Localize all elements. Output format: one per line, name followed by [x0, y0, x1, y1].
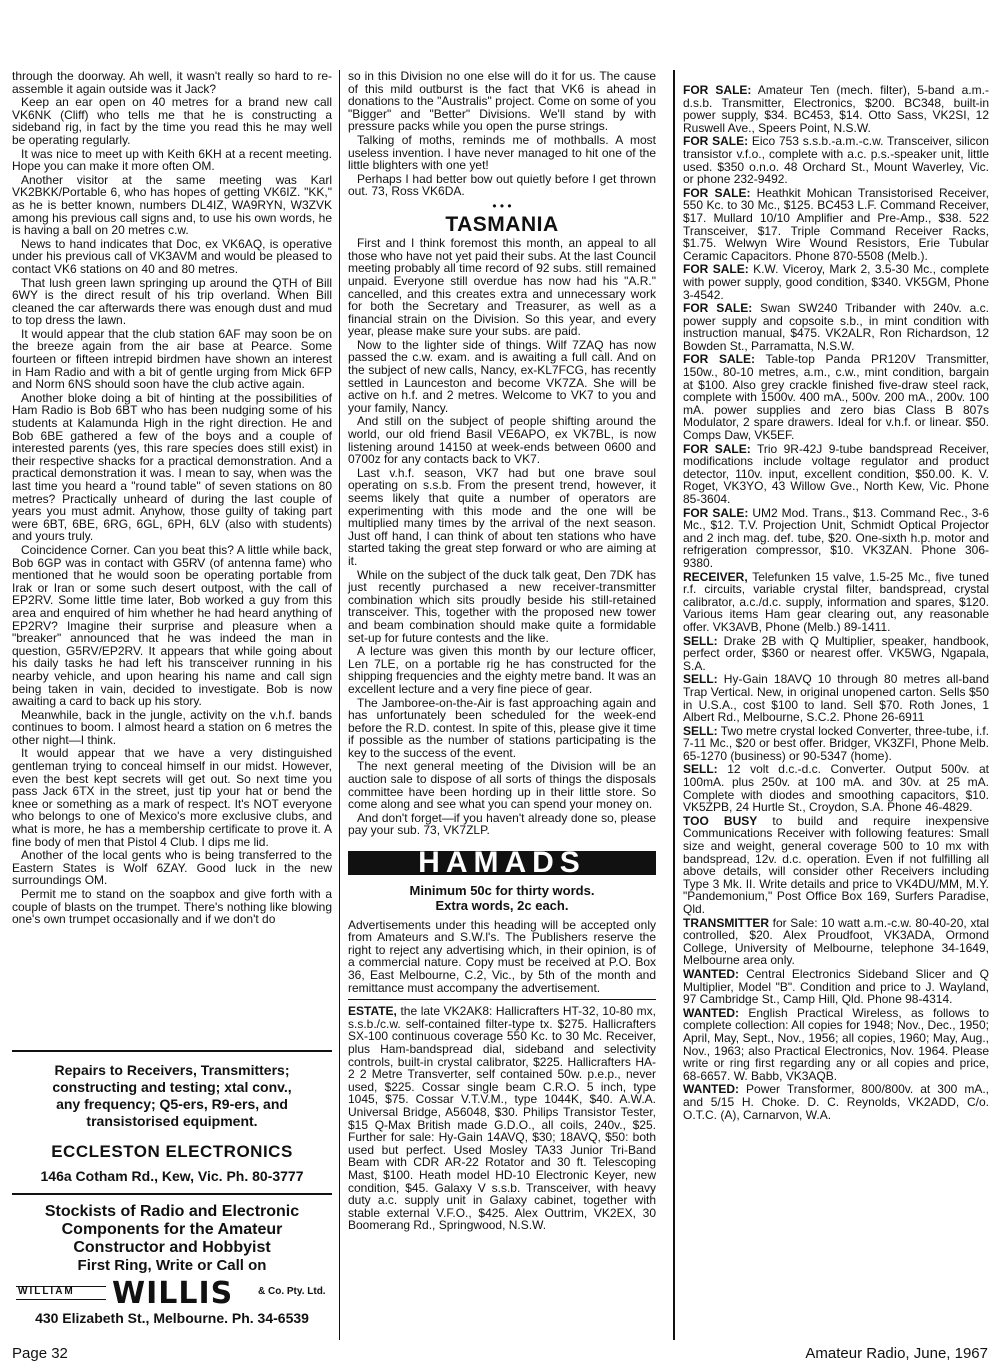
- stockists-line: Stockists of Radio and Electronic: [44, 1203, 300, 1220]
- paragraph: First and I think foremost this month, an appeal to all those who have not yet paid their subs. At the last Council meeting probably all time record of 92 subs. still remained unpaid. Everyone still overdue has now had his "A.R." cancelled, and this creates extra and unnecessary work for both the Secretary and Treasurer, as well as a financial strain on the Division. So this year, and every year, please make sure your subs. are paid.: [348, 236, 656, 339]
- paragraph: And still on the subject of people shifting around the world, our old friend Basil VE6APO, ex VK7BL, is now listening around 14150 at week-ends between 0600 and 0700z for any contacts back to VK7.: [348, 414, 656, 467]
- paragraph: Another bloke doing a bit of hinting at the possibilities of Ham Radio is Bob 6BT who has been nudging some of his students at Kalamunda High in the right direction. He and Bob 6BE gathered a few of the boys and a couple of interested parents (yes, this rare species does still exist) in their respective shacks for a practical demonstration. And a practical demonstration it was. I mean to say, when was the last time you heard a "round table" of seven stations on 80 metres? Practically unheard of during the last couple of years you must admit. Anyhow, those guilty of taking part were 6BT, 6BE, 6RG, 6GL, 6PH, 6LV (also with students) and yours truly.: [12, 390, 332, 544]
- column-3-classifieds: [683, 84, 989, 1122]
- hamads-banner: HAMADS: [348, 851, 656, 875]
- hamads-rate-line: Extra words, 2c each.: [435, 897, 569, 913]
- classified-ad: [683, 187, 989, 263]
- tasmania-heading: TASMANIA: [445, 212, 559, 236]
- ad-text: Two metre crystal locked Converter, three-tube, i.f. 7-11 Mc., $20 or best offer. Bridger, VK3ZFI, Phone Melb. 65-1270 (business) or 90-5347 (home).: [683, 723, 989, 763]
- ad-text: 12 volt d.c.-d.c. Converter. Output 500v. at 100mA. plus 250v. at 100 mA. and 30v. at 25 mA. Complete with diodes and smoothing capacitors, $10. VK5ZPB, 24 Hurtle St., Croydon, S.A. Phone 46-4829.: [683, 762, 989, 815]
- column-rule-left: [339, 70, 340, 1340]
- ad-text: Heathkit Mohican Transistorised Receiver, 550 Kc. to 30 Mc., $125. BC453 L.F. Command Receiver, $17. Mullard 10/10 Amplifier and Pre-Amp., $38. 522 Transceiver, $17. Triple Command Receiver Racks, $1.75. Welwyn Wire Wound Resistors, Erie Tubular Ceramic Capacitors. Phone 870-5508 (Melb.).: [683, 185, 989, 263]
- ad-keyword: FOR SALE:: [683, 301, 753, 316]
- paragraph: through the doorway. Ah well, it wasn't really so hard to re-assemble it again outside was it Jack?: [12, 69, 332, 96]
- eccleston-name: ECCLESTON ELECTRONICS: [51, 1142, 293, 1161]
- hamads-rates: [348, 883, 656, 913]
- paragraph: Meanwhile, back in the jungle, activity on the v.h.f. bands continues to boom. I almost heard a station on 6 metres the other night—I think.: [12, 707, 332, 747]
- ad-keyword: FOR SALE:: [683, 505, 749, 520]
- paragraph: Talking of moths, reminds me of mothballs. A most useless invention. I have never managed to hit one of the little blighters with one yet!: [348, 132, 656, 173]
- ad-text: Central Electronics Sideband Slicer and Q Multiplier, Model "B". Condition and price to J. Wayland, 97 Cambridge St., Camp Hill, Qld. Phone 98-4314.: [683, 966, 989, 1007]
- ad-text: K.W. Viceroy, Mark 2, 3.5-30 Mc., complete with power supply, good condition, $340. VK5GM, Phone 3-4542.: [683, 262, 990, 302]
- ad-keyword: SELL:: [683, 762, 718, 777]
- ad-keyword: SELL:: [683, 633, 718, 648]
- paragraph: And don't forget—if you haven't already done so, please pay your sub. 73, VK7ZLP.: [348, 810, 656, 838]
- paragraph: That lush green lawn springing up around the QTH of Bill 6WY is the direct result of his trip overland. When Bill cleaned the car afterwards there was enough dust and mud to top dress the lawn.: [12, 275, 332, 328]
- classified-ad: [683, 302, 989, 352]
- ad-keyword: ESTATE,: [348, 1004, 397, 1019]
- ad-keyword: FOR SALE:: [683, 134, 749, 149]
- classified-ad: [348, 1005, 656, 1232]
- ad-text: UM2 Mod. Trans., $13. Command Rec., 3-6 Mc., $12. T.V. Projection Unit, Schmidt Optical Projector and 2 inch mag. def. tube, $20. One-sixth h.p. motor and refrigeration compressor, $10. VK3ZAN. Phone 306-9380.: [683, 505, 989, 570]
- paragraph: The next general meeting of the Division will be an auction sale to dispose of all sorts of things the disposals committee have been hording up in their little store. So come along and see what you can spend your money on.: [348, 759, 656, 812]
- repairs-line: any frequency; Q5-ers, R9-ers, and: [56, 1096, 288, 1112]
- paragraph: Last v.h.f. season, VK7 had but one brave soul operating on s.s.b. From the present trend, however, it seems likely that quite a number of operators are experimenting with this mode and the one will be multiplied many times by the arrival of the next season. Just off hand, I can think of about ten stations who have started taking the great step forward or who are aiming at it.: [348, 465, 656, 568]
- ad-text: the late VK2AK8: Hallicrafters HT-32, 10-80 mx, s.s.b./c.w. self-contained filter-type tx. $275. Hallicrafters SX-100 continuous coverage 550 Kc. to 30 Mc. Receiver, plus Ham-bandspread dial, sideband and selectivity controls, built-in crystal calibrator, $225. Hallicrafters HA-2 2 Metre Transverter, self contained 50w. p.e.p., never used, $225. Cossar single beam C.R.O. 5 inch, type 1045, $75. Cossar V.T.V.M., type 1044K, $40. A.W.A. Universal Bridge, A56048, $30. Philips Transistor Tester, $15 Q-Max British made G.D.O., all coils, 240v., $25. Further for sale: Hy-Gain 14AVQ, $30; 18AVQ, $50: both used but perfect. Used Mosley TA33 Junior Tri-Band Beam with CDR AR-22 Rotator and 30 ft. Telescoping Mast, $100. Heath model HD-10 Electronic Keyer, new condition, $45. Galaxy V s.s.b. Transceiver, with heavy duty a.c. supply unit in Galaxy cabinet, together with stable external V.F.O., $425. Alex Outtrim, VK2EX, 30 Boomerang Rd., Springwood, N.S.W.: [348, 1004, 656, 1233]
- classified-ad: [683, 571, 989, 634]
- stockists-line: Constructor and Hobbyist: [73, 1239, 271, 1256]
- publication-issue: Amateur Radio, June, 1967: [805, 1345, 988, 1362]
- classified-ad: [683, 263, 989, 301]
- stockists-line: Components for the Amateur: [61, 1221, 283, 1238]
- ad-text: Power Transformer, 800/800v. at 300 mA., and 5/15 H. Choke. D. C. Reynolds, VK2ADD, C/o. O.T.C. (A), Carnarvon, W.A.: [683, 1082, 989, 1122]
- paragraph: Permit me to stand on the soapbox and give forth with a couple of blasts on the trumpet. There's nothing like blowing one's own trumpet occasionally and if we don't do: [12, 887, 332, 927]
- ad-keyword: WANTED:: [683, 1082, 739, 1097]
- ad-keyword: FOR SALE:: [683, 441, 751, 456]
- repairs-line: constructing and testing; xtal conv.,: [52, 1079, 292, 1095]
- classified-ad: [683, 815, 989, 916]
- ad-text: Hy-Gain 18AVQ 10 through 80 metres all-band Trap Vertical. New, in original unopened carton. Sells $50 in U.S.A., cost $100 to land. Sell $70. Roth Jones, 1 Albert Rd., Melbourne, S.C.2. Phone 26-6911: [683, 672, 989, 725]
- page-number: Page 32: [12, 1345, 68, 1362]
- classified-ad: [683, 507, 989, 570]
- willis-address: 430 Elizabeth St., Melbourne. Ph. 34-6539: [35, 1310, 309, 1326]
- paragraph: While on the subject of the duck talk geat, Den 7DK has just recently purchased a new receiver-transmitter combination which sits proudly beside his still-retained transceiver. This, together with the proposed new tower and beam combination should make quite a formidable set-up for future contests and the like.: [348, 567, 656, 645]
- paragraph: The Jamboree-on-the-Air is fast approaching again and has unfortunately been scheduled for the week-end before the R.D. contest. In spite of this, please give it time if possible as the number of stations participating is the key to the success of the event.: [348, 695, 656, 760]
- paragraph: It would appear that the club station 6AF may soon be on the breeze again from the air base at Pearce. Some fourteen or fifteen intrepid birdmen have shown an interest in Ham Radio and with a bit of gentle urging from Mick 6FP and Norm 6NS should soon have the club active again.: [12, 326, 332, 392]
- repairs-line: Repairs to Receivers, Transmitters;: [54, 1062, 290, 1078]
- ad-text: to build and require inexpensive Communications Receiver with following features: Small size and weight, general coverage 500 to 10 mx with bandspread, 12v. d.c. operation. Even if not fulfilling all above details, will consider other Receivers including Type 3 Mk. II. Write details and price to VK4DU/MM, M.Y. "Pandemonium," Post Office Box 169, Surfers Paradise, Qld.: [683, 813, 989, 916]
- paragraph: so in this Division no one else will do it for us. The cause of this mild outburst is the fact that VK6 is ahead in donations to the "Australis" project. Come on some of you "Bigger" and "Better" Divisions. We'll stand by with pressure packs while you open the purse strings.: [348, 69, 656, 134]
- hamads-rate-line: Minimum 50c for thirty words.: [409, 882, 595, 898]
- ad-keyword: TRANSMITTER: [683, 915, 769, 930]
- paragraph: Keep an ear open on 40 metres for a brand new call VK6NK (Cliff) who tells me that he is constructing a sideband rig, in fact by the time you read this he may well be operating regularly.: [12, 95, 332, 147]
- hamads-terms: Advertisements under this heading will be accepted only from Amateurs and S.W.l's. The Publishers reserve the right to reject any advertising which, in their opinion, is of a commercial nature. Copy must be received at P.O. Box 36, East Melbourne, C.2, Vic., by 5th of the month and remittance must accompany the advertisement.: [348, 917, 656, 995]
- paragraph: Now to the lighter side of things. Wilf 7ZAQ has now passed the c.w. exam. and is awaiting a full call. And on the subject of new calls, Nancy, ex-KL7FCG, has recently settled in Launceston and become VK7ZA. She will be active on h.f. and 2 metres. Welcome to VK7 to you and your family, Nancy.: [348, 337, 656, 415]
- willis-company-suffix: & Co. Pty. Ltd.: [258, 1286, 326, 1297]
- paragraph: News to hand indicates that Doc, ex VK6AQ, is operative under his previous call of VK3AVM and would be pleased to contact VK6 stations on 40 and 80 metres.: [12, 236, 332, 276]
- ad-keyword: SELL:: [683, 723, 718, 738]
- ad-text: Table-top Panda PR120V Transmitter, 150w., 80-10 metres, a.m., c.w., mint condition, bargain at $100. Also grey crackle finished five-draw steel rack, complete with 1500v. 400 mA., 500v. 200 mA., 200v. 100 mA. power supplies and zero bias Class B 807s Modulator, 2 spare drawers. Ideal for v.h.f. or linear. $50. Comps Daw, VK5EF.: [683, 352, 990, 443]
- ad-keyword: FOR SALE:: [683, 83, 752, 97]
- eccleston-address: 146a Cotham Rd., Kew, Vic. Ph. 80-3777: [40, 1168, 304, 1184]
- ad-text: English Practical Wireless, as follows to complete collection: All copies for 1948; Nov., Dec., 1950; April, May, Sept., Nov., 1956; all copies, 1960; May, Aug., Nov., 1963; also Practical Electronics, Nov. 1964. Please write or ring first regarding any or all copies and price, 68-6657. W. Babb, VK3AQB.: [683, 1005, 989, 1083]
- willis-stockists-advert: [12, 1203, 332, 1275]
- classified-ad: [683, 1083, 989, 1121]
- advert-divider: [12, 1050, 332, 1052]
- classified-ad: [683, 135, 989, 185]
- hamads-divider: [348, 999, 656, 1000]
- ad-keyword: WANTED:: [683, 966, 739, 981]
- ad-text: Amateur Ten (mech. filter), 5-band a.m.-d.s.b. Transmitter, Electronics, $200. BC348, built-in power supply, $34. BC453, $14. Otto Sass, VK2SI, 12 Ruswell Ave., Speers Point, N.S.W.: [683, 83, 989, 135]
- willis-logo: [12, 1276, 332, 1311]
- willis-william-text: WILLIAM: [18, 1286, 75, 1297]
- classified-ad: [683, 635, 989, 673]
- ad-keyword: FOR SALE:: [683, 262, 749, 277]
- stockists-line: First Ring, Write or Call on: [77, 1257, 267, 1274]
- ad-keyword: TOO BUSY: [683, 813, 758, 828]
- classified-ad: [683, 968, 989, 1006]
- column-1-notes: [12, 70, 332, 927]
- classified-ad: [683, 673, 989, 723]
- classified-ad: [683, 353, 989, 441]
- advert-divider: [12, 1193, 332, 1195]
- classified-ad: [683, 763, 989, 813]
- repairs-advert: [12, 1062, 332, 1130]
- ad-keyword: WANTED:: [683, 1005, 739, 1020]
- column-rule-right: [673, 70, 675, 1340]
- paragraph: It would appear that we have a very distinguished gentleman trying to conceal himself in our midst. However, even the best kept secrets will get out. So next time you pass Jack 6TX in the street, just tip your hat or bend the knee or something as a mark of respect. It's NOT everyone who belongs to one of Mexico's more exclusive clubs, and what is more, he has a membership certificate to prove it. A fine body of men that Pistol 4 Club. I dips me lid.: [12, 746, 332, 849]
- ad-keyword: FOR SALE:: [683, 352, 756, 367]
- paragraph: Coincidence Corner. Can you beat this? A little while back, Bob 6GP was in contact with G5RV (of antenna fame) who mentioned that he would soon be operating portable from Irak or Iran or some such desert outpost, with the call of EP2RV. Some little time later, Bob worked a guy from this area and enquired of him whether he had heard anything of EP2RV? Imagine their surprise and pleasure when a "breaker" announced that he was indeed the man in question, G5RV/EP2RV. It appears that while going about his daily tasks he had left his transceiver running in his nearby vehicle, and upon hearing his name and call sign being taken in vain, decided to investigate. Bob is now awaiting a card to back up his story.: [12, 542, 332, 709]
- classified-ad: [683, 443, 989, 506]
- repairs-line: transistorised equipment.: [86, 1113, 258, 1129]
- ad-text: Trio 9R-42J 9-tube bandspread Receiver, modifications include voltage regulator and product detector, 110v. input, excellent condition, $50.00. K. V. Roget, VK3YO, 43 Willow Gve., North Kew, Vic. Phone 85-3604.: [683, 441, 989, 506]
- paragraph: Perhaps I had better bow out quietly before I get thrown out. 73, Ross VK6DA.: [348, 171, 656, 199]
- paragraph: Another visitor at the same meeting was Karl VK2BKK/Portable 6, who has hopes of getting VK6IZ. "KK," as he is better known, numbers DL4IZ, WA9RYN, W3ZVK among his previous call signs and, to use his own words, he is having a ball on 20 metres c.w.: [12, 172, 332, 238]
- ad-keyword: SELL:: [683, 672, 718, 687]
- classified-ad: [683, 725, 989, 763]
- classified-ad: [683, 1007, 989, 1083]
- paragraph: It was nice to meet up with Keith 6KH at a recent meeting. Hope you can make it more often OM.: [12, 146, 332, 174]
- willis-wordmark: WILLIS: [112, 1276, 234, 1311]
- ad-text: Swan SW240 Tribander with 240v. a.c. power supply and copsoite s.b., in mint condition with instruction manual, $475. VK2ALR, Ron Richardson, 12 Bowden St., Parramatta, N.S.W.: [683, 301, 990, 353]
- ad-text: Drake 2B with Q Multiplier, speaker, handbook, perfect order, $360 or nearest offer. VK5WG, Ngapala, S.A.: [683, 633, 989, 673]
- classified-ad: [683, 917, 989, 967]
- ad-text: Telefunken 15 valve, 1.5-25 Mc., five tuned r.f. circuits, variable crystal filter, bandspread, crystal calibrator, a.c./d.c. supply, information and spares, $120. Various items Ham gear clearing out, any reasonable offer. VK3AVB, Phone (Melb.) 89-1411.: [683, 569, 989, 634]
- section-separator: • • •: [492, 198, 512, 213]
- column-2: [348, 70, 656, 1233]
- paragraph: Another of the local gents who is being transferred to the Eastern States is Wolf 6ZAY. Good luck in the new surroundings OM.: [12, 848, 332, 888]
- paragraph: A lecture was given this month by our lecture officer, Len 7LE, on a portable rig he has constructed for the shipping frequencies and the eighty metre band. It was an excellent lecture and a very fine piece of gear.: [348, 644, 656, 696]
- ad-keyword: FOR SALE:: [683, 185, 751, 200]
- ad-keyword: RECEIVER,: [683, 569, 748, 584]
- ad-text: Eico 753 s.s.b.-a.m.-c.w. Transceiver, silicon transistor v.f.o., complete with a.c. p.s.-speaker unit, little used. $350 o.n.o. 48 Orchard St., Mount Waverley, Vic. or phone 232-9492.: [683, 134, 989, 187]
- classified-ad: [683, 84, 989, 134]
- ad-text: for Sale: 10 watt a.m.-c.w. 80-40-20, xtal controlled, $20. Alex Proudfoot, VK3ADA, Ormond College, University of Melbourne, telephone 34-1649, Melbourne area only.: [683, 915, 989, 968]
